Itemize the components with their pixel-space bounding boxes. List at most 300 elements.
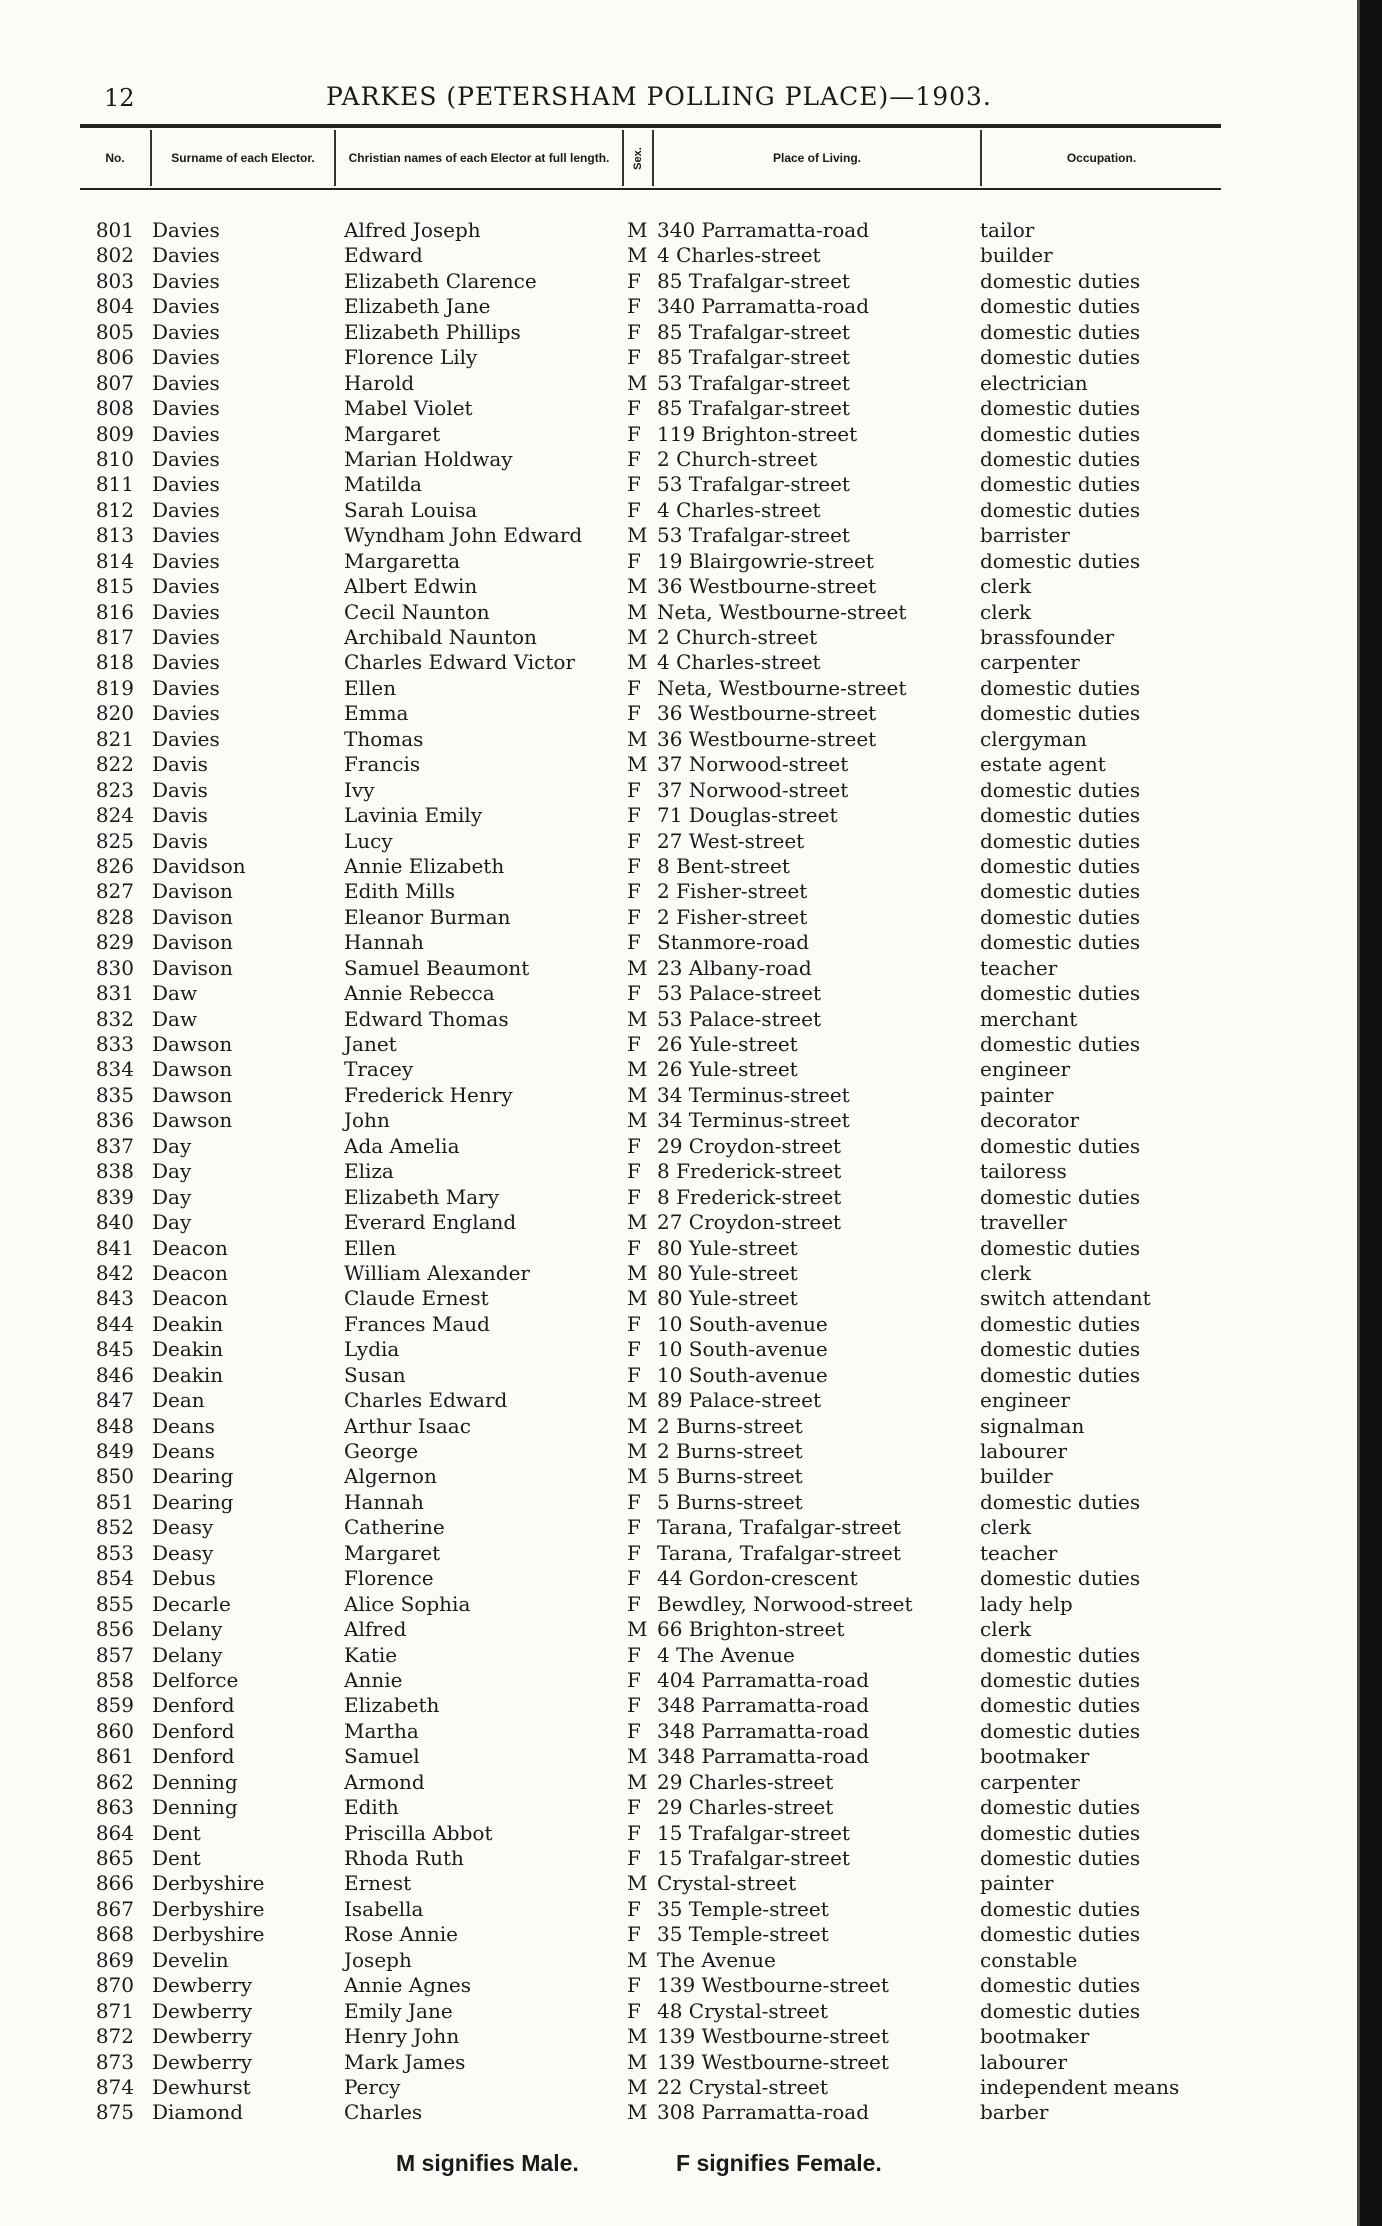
elector-place-of-living: 8 Frederick-street [657, 1159, 842, 1184]
elector-christian-names: Albert Edwin [344, 574, 478, 599]
elector-surname: Derbyshire [152, 1896, 265, 1921]
elector-number: 872 [95, 2024, 134, 2049]
elector-christian-names: Edith [344, 1795, 399, 1820]
elector-christian-names: Harold [344, 370, 415, 395]
elector-number: 840 [95, 1210, 134, 1235]
elector-surname: Dent [152, 1846, 201, 1870]
elector-occupation: domestic duties [980, 1235, 1141, 1260]
elector-surname: Debus [152, 1566, 216, 1591]
elector-christian-names: Arthur Isaac [344, 1413, 471, 1438]
table-row [0, 727, 1382, 752]
elector-sex: F [627, 268, 641, 293]
elector-occupation: labourer [980, 2049, 1068, 2074]
elector-surname: Dewberry [152, 1998, 253, 2023]
elector-place-of-living: 404 Parramatta-road [657, 1667, 870, 1692]
elector-place-of-living: 29 Charles-street [657, 1795, 834, 1820]
elector-place-of-living: 8 Bent-street [657, 853, 790, 878]
elector-occupation: domestic duties [980, 1998, 1141, 2023]
elector-occupation: domestic duties [980, 1642, 1141, 1667]
elector-number: 820 [95, 701, 134, 726]
elector-number: 829 [95, 930, 134, 955]
elector-number: 803 [95, 268, 134, 293]
elector-occupation: domestic duties [980, 803, 1141, 828]
table-row [0, 676, 1382, 701]
elector-occupation: builder [980, 1464, 1053, 1489]
elector-christian-names: Frederick Henry [344, 1082, 513, 1107]
elector-place-of-living: 139 Westbourne-street [657, 2024, 889, 2049]
table-row [0, 829, 1382, 854]
elector-sex: M [627, 2074, 648, 2099]
elector-sex: M [627, 1006, 648, 1031]
elector-christian-names: Ellen [344, 1235, 397, 1260]
table-row [0, 269, 1382, 294]
elector-christian-names: Margaret [344, 1540, 441, 1565]
elector-christian-names: Samuel Beaumont [344, 955, 530, 980]
elector-christian-names: Lydia [344, 1337, 400, 1362]
elector-place-of-living: 53 Trafalgar-street [657, 523, 850, 548]
table-row [0, 1210, 1382, 1235]
elector-place-of-living: 139 Westbourne-street [657, 1973, 889, 1998]
elector-place-of-living: 27 Croydon-street [657, 1210, 842, 1235]
elector-sex: F [627, 828, 641, 853]
table-row [0, 1566, 1382, 1591]
elector-sex: F [627, 1973, 641, 1998]
table-row [0, 2024, 1382, 2049]
elector-occupation: domestic duties [980, 497, 1141, 522]
elector-sex: F [627, 777, 641, 802]
elector-sex: F [627, 1032, 641, 1056]
elector-surname: Denford [152, 1693, 235, 1718]
elector-occupation: domestic duties [980, 981, 1141, 1006]
elector-number: 842 [95, 1260, 134, 1285]
elector-number: 827 [95, 879, 134, 904]
elector-surname: Delany [152, 1617, 223, 1642]
table-row [0, 1337, 1382, 1362]
elector-sex: M [627, 1413, 648, 1438]
elector-christian-names: Annie Elizabeth [344, 853, 505, 878]
elector-occupation: domestic duties [980, 828, 1141, 853]
table-row [0, 1236, 1382, 1261]
elector-place-of-living: 37 Norwood-street [657, 752, 849, 777]
elector-sex: F [627, 930, 641, 955]
elector-sex: M [627, 1871, 648, 1896]
elector-place-of-living: 139 Westbourne-street [657, 2049, 889, 2074]
table-row [0, 2075, 1382, 2100]
elector-christian-names: Eliza [344, 1159, 394, 1184]
elector-surname: Davies [152, 599, 220, 624]
elector-place-of-living: 85 Trafalgar-street [657, 268, 850, 293]
elector-number: 835 [95, 1082, 134, 1107]
table-row [0, 472, 1382, 497]
elector-number: 874 [95, 2074, 134, 2099]
elector-christian-names: Armond [344, 1769, 425, 1794]
elector-surname: Denford [152, 1718, 235, 1743]
elector-place-of-living: 2 Fisher-street [657, 904, 808, 929]
elector-surname: Deacon [152, 1235, 228, 1260]
elector-occupation: painter [980, 1082, 1054, 1107]
header-rule-bottom [80, 188, 1221, 190]
elector-christian-names: Joseph [344, 1947, 412, 1972]
elector-surname: Day [152, 1210, 192, 1235]
table-row [0, 701, 1382, 726]
elector-surname: Davison [152, 879, 233, 904]
elector-occupation: domestic duties [980, 472, 1141, 497]
elector-number: 805 [95, 319, 134, 344]
elector-place-of-living: 53 Trafalgar-street [657, 370, 850, 395]
elector-occupation: constable [980, 1947, 1078, 1972]
table-row [0, 447, 1382, 472]
elector-number: 834 [95, 1057, 134, 1082]
elector-number: 860 [95, 1718, 134, 1743]
elector-surname: Denford [152, 1744, 235, 1769]
elector-occupation: labourer [980, 1439, 1068, 1463]
table-row [0, 1134, 1382, 1159]
elector-occupation: clerk [980, 1515, 1032, 1540]
elector-surname: Dewhurst [152, 2074, 251, 2099]
table-row [0, 1592, 1382, 1617]
elector-christian-names: Rhoda Ruth [344, 1846, 464, 1870]
elector-number: 832 [95, 1006, 134, 1031]
elector-surname: Davies [152, 497, 220, 522]
elector-surname: Derbyshire [152, 1922, 265, 1947]
elector-sex: M [627, 1388, 648, 1413]
elector-surname: Day [152, 1133, 192, 1158]
elector-place-of-living: 348 Parramatta-road [657, 1718, 870, 1743]
elector-place-of-living: 29 Croydon-street [657, 1133, 842, 1158]
elector-sex: F [627, 1820, 641, 1845]
elector-christian-names: Susan [344, 1362, 406, 1387]
elector-occupation: domestic duties [980, 1337, 1141, 1362]
elector-occupation: domestic duties [980, 345, 1141, 370]
column-header-christian: Christian names of each Elector at full length. [348, 150, 610, 165]
elector-number: 838 [95, 1159, 134, 1184]
elector-occupation: domestic duties [980, 1846, 1141, 1870]
elector-sex: M [627, 2049, 648, 2074]
elector-sex: F [627, 472, 641, 497]
elector-number: 845 [95, 1337, 134, 1362]
elector-place-of-living: 36 Westbourne-street [657, 701, 877, 726]
table-row [0, 1922, 1382, 1947]
elector-surname: Deakin [152, 1362, 224, 1387]
elector-occupation: engineer [980, 1388, 1071, 1413]
elector-surname: Day [152, 1184, 192, 1209]
elector-christian-names: Archibald Naunton [344, 625, 537, 649]
elector-place-of-living: 22 Crystal-street [657, 2074, 828, 2099]
elector-number: 825 [95, 828, 134, 853]
table-row [0, 549, 1382, 574]
elector-place-of-living: 85 Trafalgar-street [657, 345, 850, 370]
elector-sex: M [627, 955, 648, 980]
elector-place-of-living: 44 Gordon-crescent [657, 1566, 858, 1591]
elector-occupation: tailoress [980, 1159, 1067, 1184]
table-row [0, 523, 1382, 548]
elector-sex: F [627, 1184, 641, 1209]
elector-sex: F [627, 1591, 641, 1616]
elector-place-of-living: 36 Westbourne-street [657, 726, 877, 751]
elector-number: 866 [95, 1871, 134, 1896]
table-row [0, 1363, 1382, 1388]
table-row [0, 1871, 1382, 1896]
elector-sex: F [627, 1515, 641, 1540]
elector-occupation: domestic duties [980, 1566, 1141, 1591]
page-title: PARKES (PETERSHAM POLLING PLACE)—1903. [326, 82, 992, 111]
elector-surname: Dewberry [152, 1973, 253, 1998]
elector-occupation: domestic duties [980, 701, 1141, 726]
elector-sex: F [627, 396, 641, 421]
elector-occupation: domestic duties [980, 1922, 1141, 1947]
elector-surname: Diamond [152, 2100, 244, 2125]
elector-place-of-living: Stanmore-road [657, 930, 810, 955]
elector-christian-names: Elizabeth Jane [344, 294, 491, 319]
elector-christian-names: Charles [344, 2100, 423, 2125]
elector-surname: Decarle [152, 1591, 231, 1616]
elector-place-of-living: 4 Charles-street [657, 650, 821, 675]
elector-sex: M [627, 1108, 648, 1133]
elector-place-of-living: 34 Terminus-street [657, 1108, 850, 1133]
elector-occupation: domestic duties [980, 675, 1141, 700]
elector-surname: Davies [152, 701, 220, 726]
elector-surname: Dean [152, 1388, 205, 1413]
elector-place-of-living: 15 Trafalgar-street [657, 1846, 850, 1870]
table-row [0, 1439, 1382, 1464]
elector-number: 812 [95, 497, 134, 522]
elector-surname: Davies [152, 726, 220, 751]
table-row [0, 2100, 1382, 2125]
elector-sex: F [627, 879, 641, 904]
elector-number: 864 [95, 1820, 134, 1845]
elector-number: 822 [95, 752, 134, 777]
elector-christian-names: Isabella [344, 1896, 424, 1921]
elector-christian-names: Margaret [344, 421, 441, 446]
elector-christian-names: William Alexander [344, 1260, 530, 1285]
elector-occupation: decorator [980, 1108, 1080, 1133]
table-row [0, 1999, 1382, 2024]
elector-surname: Dearing [152, 1489, 234, 1514]
elector-number: 855 [95, 1591, 134, 1616]
elector-sex: F [627, 1489, 641, 1514]
header-rule-top [80, 124, 1221, 128]
elector-number: 849 [95, 1439, 134, 1463]
elector-number: 821 [95, 726, 134, 751]
elector-surname: Deans [152, 1413, 215, 1438]
elector-christian-names: Sarah Louisa [344, 497, 478, 522]
elector-surname: Dearing [152, 1464, 234, 1489]
elector-sex: F [627, 904, 641, 929]
elector-christian-names: Edward Thomas [344, 1006, 509, 1031]
elector-place-of-living: 37 Norwood-street [657, 777, 849, 802]
elector-sex: F [627, 1718, 641, 1743]
elector-number: 851 [95, 1489, 134, 1514]
elector-christian-names: Hannah [344, 1489, 424, 1514]
elector-sex: M [627, 523, 648, 548]
elector-surname: Davies [152, 218, 220, 242]
elector-occupation: traveller [980, 1210, 1067, 1235]
elector-number: 852 [95, 1515, 134, 1540]
elector-surname: Davison [152, 904, 233, 929]
elector-sex: F [627, 421, 641, 446]
elector-sex: M [627, 218, 648, 242]
elector-christian-names: Marian Holdway [344, 446, 513, 471]
elector-place-of-living: 5 Burns-street [657, 1464, 803, 1489]
elector-occupation: domestic duties [980, 1693, 1141, 1718]
elector-surname: Davies [152, 446, 220, 471]
elector-occupation: builder [980, 243, 1053, 268]
elector-place-of-living: 53 Palace-street [657, 981, 821, 1006]
elector-christian-names: Ivy [344, 777, 375, 802]
elector-occupation: carpenter [980, 650, 1080, 675]
elector-occupation: engineer [980, 1057, 1071, 1082]
elector-number: 873 [95, 2049, 134, 2074]
table-row [0, 1261, 1382, 1286]
elector-surname: Dewberry [152, 2024, 253, 2049]
elector-occupation: signalman [980, 1413, 1085, 1438]
elector-sex: M [627, 1082, 648, 1107]
elector-place-of-living: Bewdley, Norwood-street [657, 1591, 913, 1616]
table-row [0, 600, 1382, 625]
elector-sex: M [627, 1769, 648, 1794]
elector-christian-names: Lavinia Emily [344, 803, 483, 828]
elector-number: 861 [95, 1744, 134, 1769]
elector-surname: Davies [152, 472, 220, 497]
table-row [0, 778, 1382, 803]
elector-christian-names: Elizabeth Clarence [344, 268, 537, 293]
elector-place-of-living: 53 Trafalgar-street [657, 472, 850, 497]
elector-sex: M [627, 1744, 648, 1769]
table-row [0, 1414, 1382, 1439]
elector-place-of-living: 2 Burns-street [657, 1413, 803, 1438]
elector-number: 802 [95, 243, 134, 268]
elector-number: 836 [95, 1108, 134, 1133]
elector-number: 867 [95, 1896, 134, 1921]
elector-surname: Davies [152, 625, 220, 649]
elector-occupation: domestic duties [980, 1973, 1141, 1998]
elector-occupation: switch attendant [980, 1286, 1151, 1311]
elector-number: 854 [95, 1566, 134, 1591]
table-row [0, 1719, 1382, 1744]
elector-sex: M [627, 1464, 648, 1489]
elector-surname: Develin [152, 1947, 229, 1972]
elector-christian-names: Francis [344, 752, 421, 777]
table-row [0, 1108, 1382, 1133]
elector-sex: M [627, 2024, 648, 2049]
elector-place-of-living: 2 Church-street [657, 625, 818, 649]
elector-place-of-living: Tarana, Trafalgar-street [657, 1540, 901, 1565]
table-row [0, 1617, 1382, 1642]
elector-place-of-living: 29 Charles-street [657, 1769, 834, 1794]
elector-occupation: merchant [980, 1006, 1078, 1031]
elector-sex: M [627, 726, 648, 751]
elector-number: 815 [95, 574, 134, 599]
elector-place-of-living: 80 Yule-street [657, 1235, 798, 1260]
elector-occupation: clergyman [980, 726, 1087, 751]
column-header-no: No. [105, 150, 125, 165]
elector-number: 843 [95, 1286, 134, 1311]
table-row [0, 956, 1382, 981]
elector-place-of-living: Crystal-street [657, 1871, 797, 1896]
elector-place-of-living: 71 Douglas-street [657, 803, 838, 828]
column-header-sex-label: Sex. [631, 146, 644, 170]
elector-place-of-living: 85 Trafalgar-street [657, 319, 850, 344]
elector-christian-names: Florence Lily [344, 345, 478, 370]
elector-surname: Deasy [152, 1540, 214, 1565]
elector-surname: Deakin [152, 1311, 224, 1336]
elector-surname: Deans [152, 1439, 215, 1463]
elector-occupation: domestic duties [980, 1032, 1141, 1056]
legend-female: F signifies Female. [676, 2150, 882, 2176]
elector-occupation: barber [980, 2100, 1049, 2125]
elector-occupation: domestic duties [980, 853, 1141, 878]
elector-christian-names: Ernest [344, 1871, 412, 1896]
elector-occupation: domestic duties [980, 904, 1141, 929]
table-row [0, 294, 1382, 319]
elector-number: 862 [95, 1769, 134, 1794]
elector-occupation: carpenter [980, 1769, 1080, 1794]
elector-occupation: domestic duties [980, 1795, 1141, 1820]
elector-number: 816 [95, 599, 134, 624]
elector-number: 809 [95, 421, 134, 446]
table-row [0, 803, 1382, 828]
elector-christian-names: Algernon [344, 1464, 437, 1489]
elector-sex: F [627, 1566, 641, 1591]
elector-christian-names: Katie [344, 1642, 398, 1667]
elector-sex: M [627, 1439, 648, 1463]
elector-place-of-living: 340 Parramatta-road [657, 218, 870, 242]
elector-place-of-living: 89 Palace-street [657, 1388, 821, 1413]
elector-sex: F [627, 1235, 641, 1260]
table-row [0, 574, 1382, 599]
elector-christian-names: Elizabeth Mary [344, 1184, 500, 1209]
table-row [0, 1490, 1382, 1515]
elector-sex: M [627, 1286, 648, 1311]
elector-place-of-living: 2 Burns-street [657, 1439, 803, 1463]
elector-christian-names: Lucy [344, 828, 393, 853]
elector-surname: Davies [152, 523, 220, 548]
elector-sex: F [627, 853, 641, 878]
elector-christian-names: Annie Rebecca [344, 981, 495, 1006]
table-row [0, 1668, 1382, 1693]
elector-occupation: painter [980, 1871, 1054, 1896]
elector-occupation: clerk [980, 599, 1032, 624]
elector-occupation: teacher [980, 955, 1058, 980]
elector-christian-names: Claude Ernest [344, 1286, 489, 1311]
elector-sex: F [627, 675, 641, 700]
table-row [0, 1948, 1382, 1973]
table-row [0, 1693, 1382, 1718]
elector-christian-names: Martha [344, 1718, 419, 1743]
table-row [0, 1185, 1382, 1210]
table-row [0, 905, 1382, 930]
elector-christian-names: Janet [344, 1032, 397, 1056]
elector-christian-names: Charles Edward Victor [344, 650, 576, 675]
elector-sex: F [627, 1133, 641, 1158]
elector-number: 841 [95, 1235, 134, 1260]
elector-sex: F [627, 981, 641, 1006]
elector-occupation: domestic duties [980, 1311, 1141, 1336]
elector-number: 846 [95, 1362, 134, 1387]
elector-sex: F [627, 1159, 641, 1184]
elector-occupation: domestic duties [980, 421, 1141, 446]
elector-place-of-living: 4 The Avenue [657, 1642, 795, 1667]
table-row [0, 625, 1382, 650]
elector-surname: Daw [152, 981, 198, 1006]
elector-surname: Davis [152, 828, 208, 853]
elector-place-of-living: 66 Brighton-street [657, 1617, 845, 1642]
elector-number: 871 [95, 1998, 134, 2023]
legend-male: M signifies Male. [396, 2150, 579, 2176]
elector-sex: F [627, 497, 641, 522]
elector-place-of-living: 2 Church-street [657, 446, 818, 471]
elector-christian-names: Thomas [344, 726, 424, 751]
